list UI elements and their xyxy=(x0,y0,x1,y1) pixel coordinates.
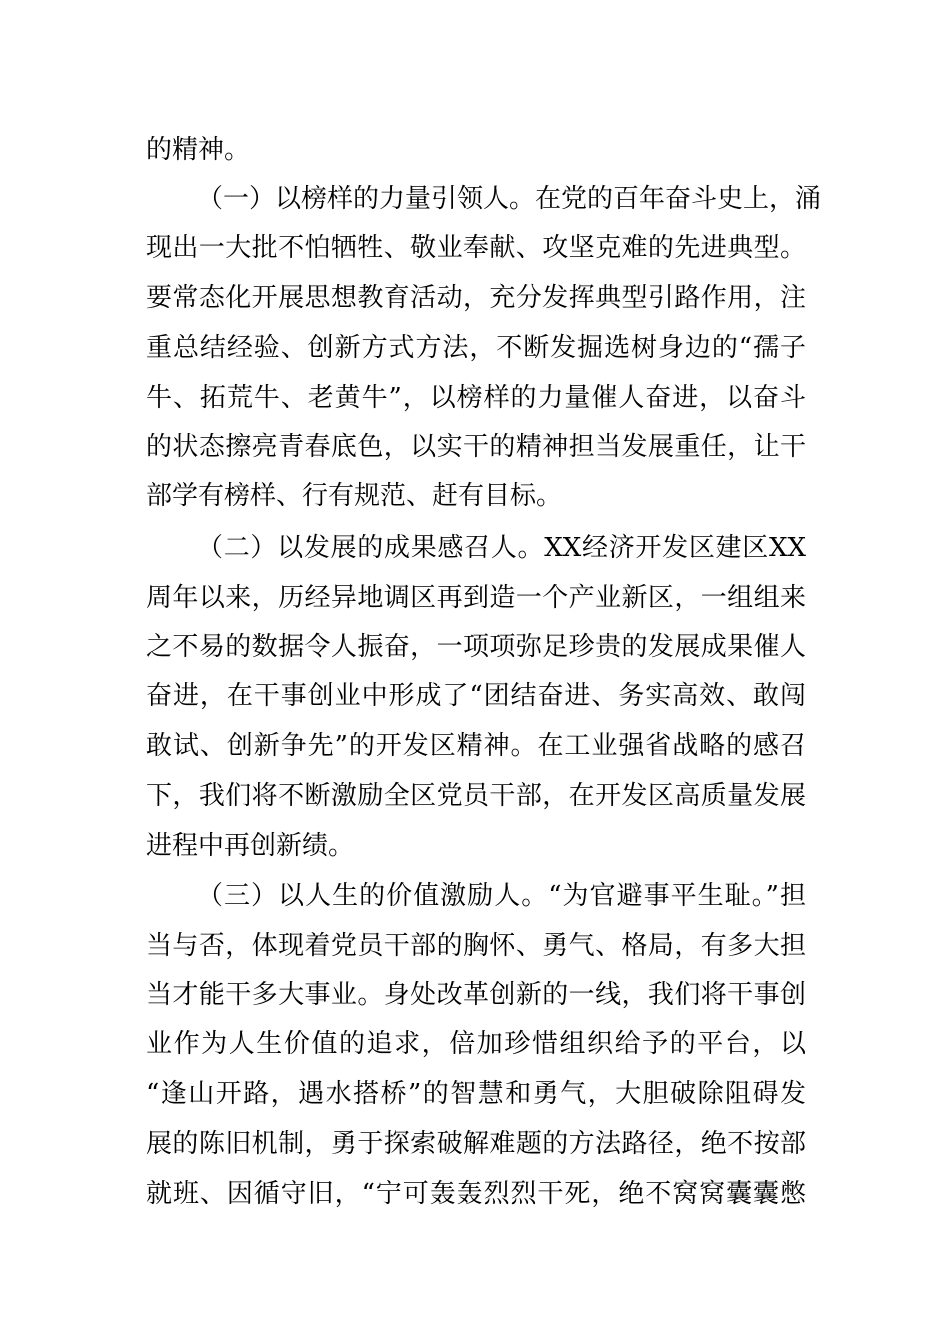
paragraph-1-heading-line: （一）以榜样的力量引领人。在党的百年奋斗史上，涌 xyxy=(197,184,822,214)
text-line-18: 当才能干多大事业。身处改革创新的一线，我们将干事创 xyxy=(146,980,806,1010)
text-line-21: 展的陈旧机制，勇于探索破解难题的方法路径，绝不按部 xyxy=(146,1129,806,1159)
text-line-6: 牛、拓荒牛、老黄牛”，以榜样的力量催人奋进，以奋斗 xyxy=(146,383,806,413)
text-line-19: 业作为人生价值的追求，倍加珍惜组织给予的平台，以 xyxy=(146,1029,806,1059)
text-line-14: 下，我们将不断激励全区党员干部，在开发区高质量发展 xyxy=(146,781,806,811)
text-line-11: 之不易的数据令人振奋，一项项弥足珍贵的发展成果催人 xyxy=(146,632,806,662)
text-line-8: 部学有榜样、行有规范、赶有目标。 xyxy=(146,481,563,511)
paragraph-2-heading-line: （二）以发展的成果感召人。XX经济开发区建区XX xyxy=(197,533,806,563)
text-line-3: 现出一大批不怕牺牲、敬业奉献、攻坚克难的先进典型。 xyxy=(146,233,806,263)
text-line-20: “逢山开路，遇水搭桥”的智慧和勇气，大胆破除阻碍发 xyxy=(146,1079,806,1109)
paragraph-3-heading-line: （三）以人生的价值激励人。“为官避事平生耻。”担 xyxy=(197,881,806,911)
text-line-1: 的精神。 xyxy=(146,135,251,165)
text-line-7: 的状态擦亮青春底色，以实干的精神担当发展重任，让干 xyxy=(146,432,806,462)
text-line-4: 要常态化开展思想教育活动，充分发挥典型引路作用，注 xyxy=(146,283,806,313)
text-line-13: 敢试、创新争先”的开发区精神。在工业强省战略的感召 xyxy=(146,731,806,761)
text-line-15: 进程中再创新绩。 xyxy=(146,831,355,861)
text-line-22: 就班、因循守旧，“宁可轰轰烈烈干死，绝不窝窝囊囊憋 xyxy=(146,1179,806,1209)
text-line-12: 奋进，在干事创业中形成了“团结奋进、务实高效、敢闯 xyxy=(146,681,806,711)
text-line-10: 周年以来，历经异地调区再到造一个产业新区，一组组来 xyxy=(146,583,806,613)
text-line-17: 当与否，体现着党员干部的胸怀、勇气、格局，有多大担 xyxy=(146,931,806,961)
text-line-5: 重总结经验、创新方式方法，不断发掘选树身边的“孺子 xyxy=(146,333,806,363)
